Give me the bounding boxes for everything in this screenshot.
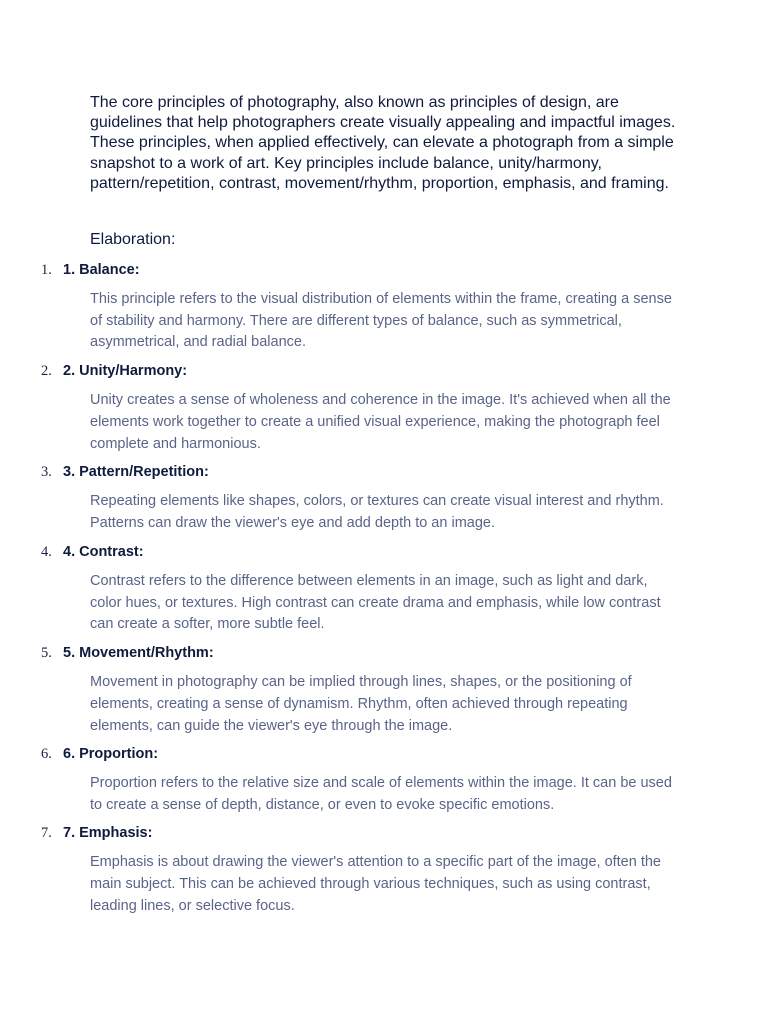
list-item-heading: 6. Proportion:: [63, 745, 159, 762]
principles-list: [0, 260, 768, 923]
list-item-number: 6.: [41, 745, 52, 762]
list-item-description: Unity creates a sense of wholeness and coherence in the image. It's achieved when all the elements work together to create a unified visual experience, making the photograph feel complete and harmonious.: [90, 392, 671, 452]
list-item-heading: 7. Emphasis:: [63, 825, 153, 842]
intro-paragraph: The core principles of photography, also known as principles of design, are guidelines that help photographers create visually appealing and impactful images. These principles, when applied effectively, can elevate a photograph from a simple snapshot to a work of art. Key principles include balance, unity/harmony, pattern/repetition, contrast, movement/rhythm, proportion, emphasis, and framing.: [90, 94, 676, 192]
list-item-number: 1.: [41, 262, 52, 278]
list-item-heading: 3. Pattern/Repetition:: [63, 463, 209, 480]
list-item: [0, 361, 768, 462]
list-item: [0, 744, 768, 824]
list-item: [0, 823, 768, 923]
list-item-heading: 5. Movement/Rhythm:: [63, 645, 214, 662]
list-item-description: Repeating elements like shapes, colors, or textures can create visual interest and rhythm. Patterns can draw the viewer's eye and add depth to an image.: [90, 492, 664, 531]
list-item-heading: 4. Contrast:: [63, 544, 144, 561]
list-item-number: 4.: [41, 544, 52, 561]
list-item: [0, 643, 768, 744]
list-item-number: 3.: [41, 463, 52, 480]
list-item: [0, 542, 768, 643]
elaboration-label: Elaboration:: [90, 231, 176, 248]
list-item-description: Movement in photography can be implied through lines, shapes, or the positioning of elements, creating a sense of dynamism. Rhythm, often achieved through repeating elements, can guide the viewer's eye through the image.: [90, 674, 632, 734]
list-item-description: Emphasis is about drawing the viewer's attention to a specific part of the image, often the main subject. This can be achieved through various techniques, such as using contrast, leading lines, or selective focus.: [90, 854, 662, 914]
list-item-description: Proportion refers to the relative size and scale of elements within the image. It can be used to create a sense of depth, distance, or even to evoke specific emotions.: [90, 774, 672, 813]
list-item-number: 5.: [41, 645, 52, 662]
list-item: [0, 260, 768, 361]
list-item-number: 7.: [41, 825, 52, 842]
list-item: [0, 462, 768, 542]
list-item-number: 2.: [41, 363, 52, 380]
list-item-heading: 1. Balance:: [63, 262, 140, 278]
list-item-heading: 2. Unity/Harmony:: [63, 363, 188, 380]
list-item-description: Contrast refers to the difference between elements in an image, such as light and dark, color hues, or textures. High contrast can create drama and emphasis, while low contrast can create a softer, more subtle feel.: [90, 573, 661, 633]
list-item-description: This principle refers to the visual distribution of elements within the frame, creating a sense of stability and harmony. There are different types of balance, such as symmetrical, asymmetrical, and radial balance.: [90, 291, 672, 351]
